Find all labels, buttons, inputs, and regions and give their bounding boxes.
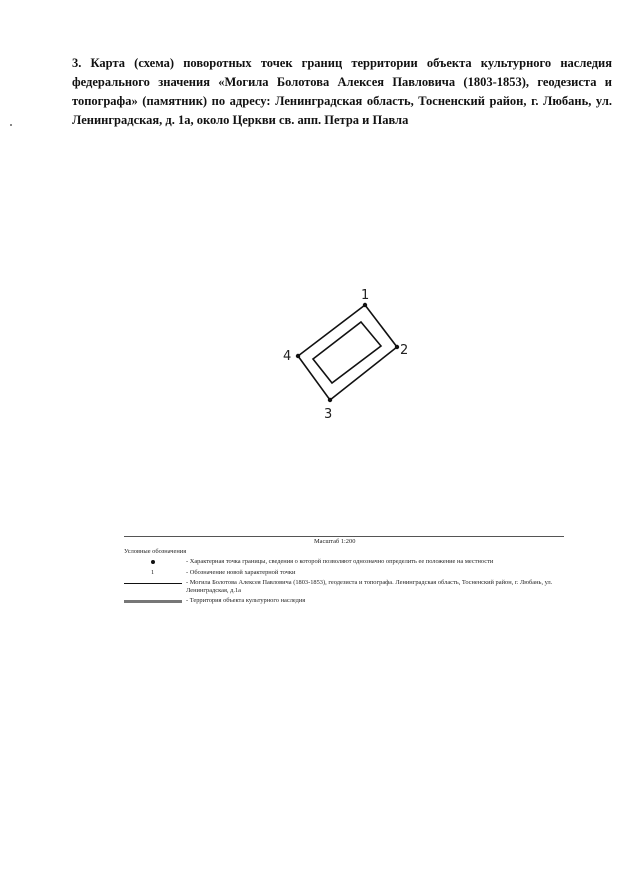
legend-text: - Могила Болотова Алексея Павловича (1803-1853), геодезиста и топографа. Ленинградская область, Тосненский район, г. Любань, ул. Ленинградская, д.1а bbox=[186, 579, 553, 594]
legend-symbol bbox=[124, 597, 182, 605]
legend-title: Условные обозначения bbox=[124, 548, 187, 555]
map-scale: Масштаб 1:200 bbox=[314, 538, 356, 545]
legend-symbol bbox=[124, 558, 182, 566]
thin-line-icon bbox=[124, 583, 182, 584]
document-heading: 3. Карта (схема) поворотных точек границ территории объекта культурного наследия федерального значения «Могила Болотова Алексея Павловича (1803-1853), геодезиста и топографа» (памятник) по адресу: Ленинградская область, Тосненский район, г. Любань, ул. Ленинградская, д. 1а, около Церкви св. апп. Петра и Павла bbox=[72, 56, 612, 127]
boundary-point-3 bbox=[328, 398, 332, 402]
legend-text: - Характерная точка границы, сведения о которой позволяют однозначно определить ее положение на местности bbox=[186, 558, 494, 565]
point-dot-icon bbox=[151, 560, 155, 564]
point-label-4: 4 bbox=[283, 349, 292, 364]
point-number-sample: 1 bbox=[151, 569, 155, 576]
legend-text: - Территория объекта культурного наследия bbox=[186, 597, 306, 604]
legend-text: - Обозначение новой характерной точки bbox=[186, 569, 296, 576]
point-label-2: 2 bbox=[400, 343, 409, 358]
thick-line-icon bbox=[124, 600, 182, 603]
legend-symbol bbox=[124, 579, 182, 587]
boundary-point-1 bbox=[363, 303, 367, 307]
boundary-point-4 bbox=[296, 354, 300, 358]
legend-symbol bbox=[124, 569, 182, 577]
boundary-point-2 bbox=[395, 345, 399, 349]
legend-divider bbox=[124, 536, 564, 537]
monument-outline bbox=[313, 322, 381, 383]
point-label-1: 1 bbox=[361, 288, 370, 303]
point-label-3: 3 bbox=[324, 407, 333, 422]
territory-boundary bbox=[298, 305, 397, 400]
